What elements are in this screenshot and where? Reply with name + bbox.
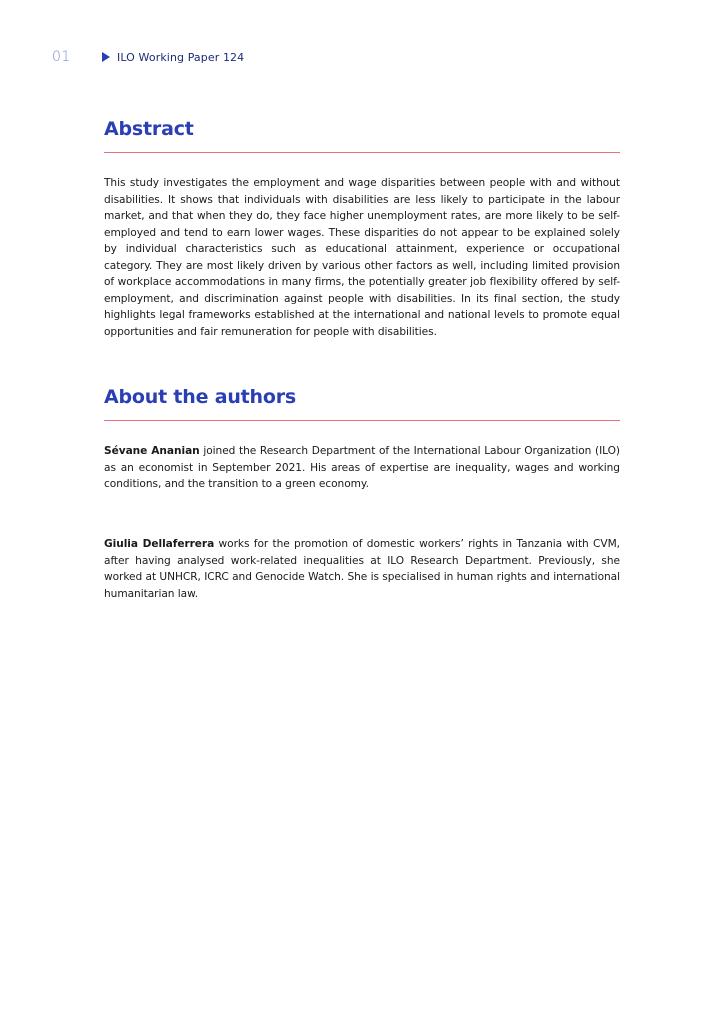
page-number: 01 (52, 49, 71, 65)
authors-section (104, 386, 620, 421)
page-header (52, 48, 244, 66)
abstract-divider (104, 152, 620, 153)
abstract-paragraph: This study investigates the employment and wage disparities between people with and without disabilities. It shows that individuals with disabilities are less likely to participate in the labour market, and that when they do, they face higher unemployment rates, are more likely to be self-employed and tend to earn lower wages. These disparities do not appear to be explained solely by individual characteristics such as educational attainment, experience or occupational category. They are most likely driven by various other factors as well, including limited provision of workplace accommodations in many firms, the potentially greater job flexibility offered by self-employment, and discrimination against people with disabilities. In its final section, the study highlights legal frameworks established at the international and national levels to promote equal opportunities and fair remuneration for people with disabilities. (104, 177, 620, 338)
author-entry (104, 443, 620, 493)
author-name: Giulia Dellaferrera (104, 538, 215, 550)
author-bio: works for the promotion of domestic workers’ rights in Tanzania with CVM, after having analysed work-related inequalities at ILO Research Department. Previously, she worked at UNHCR, ICRC and Genocide Watch. She is specialised in human rights and international humanitarian law. (104, 538, 620, 600)
abstract-heading: Abstract (104, 118, 194, 140)
author-entry (104, 536, 620, 602)
triangle-right-icon (102, 52, 110, 62)
series-title: ILO Working Paper 124 (117, 50, 245, 64)
author-bio-paragraph (104, 536, 620, 602)
abstract-body (104, 175, 620, 340)
author-name: Sévane Ananian (104, 445, 200, 457)
authors-heading: About the authors (104, 386, 296, 408)
authors-divider (104, 420, 620, 421)
abstract-section (104, 118, 620, 153)
author-bio: joined the Research Department of the International Labour Organization (ILO) as an economist in September 2021. His areas of expertise are inequality, wages and working conditions, and the transition to a green economy. (104, 445, 620, 490)
author-bio-paragraph (104, 443, 620, 493)
